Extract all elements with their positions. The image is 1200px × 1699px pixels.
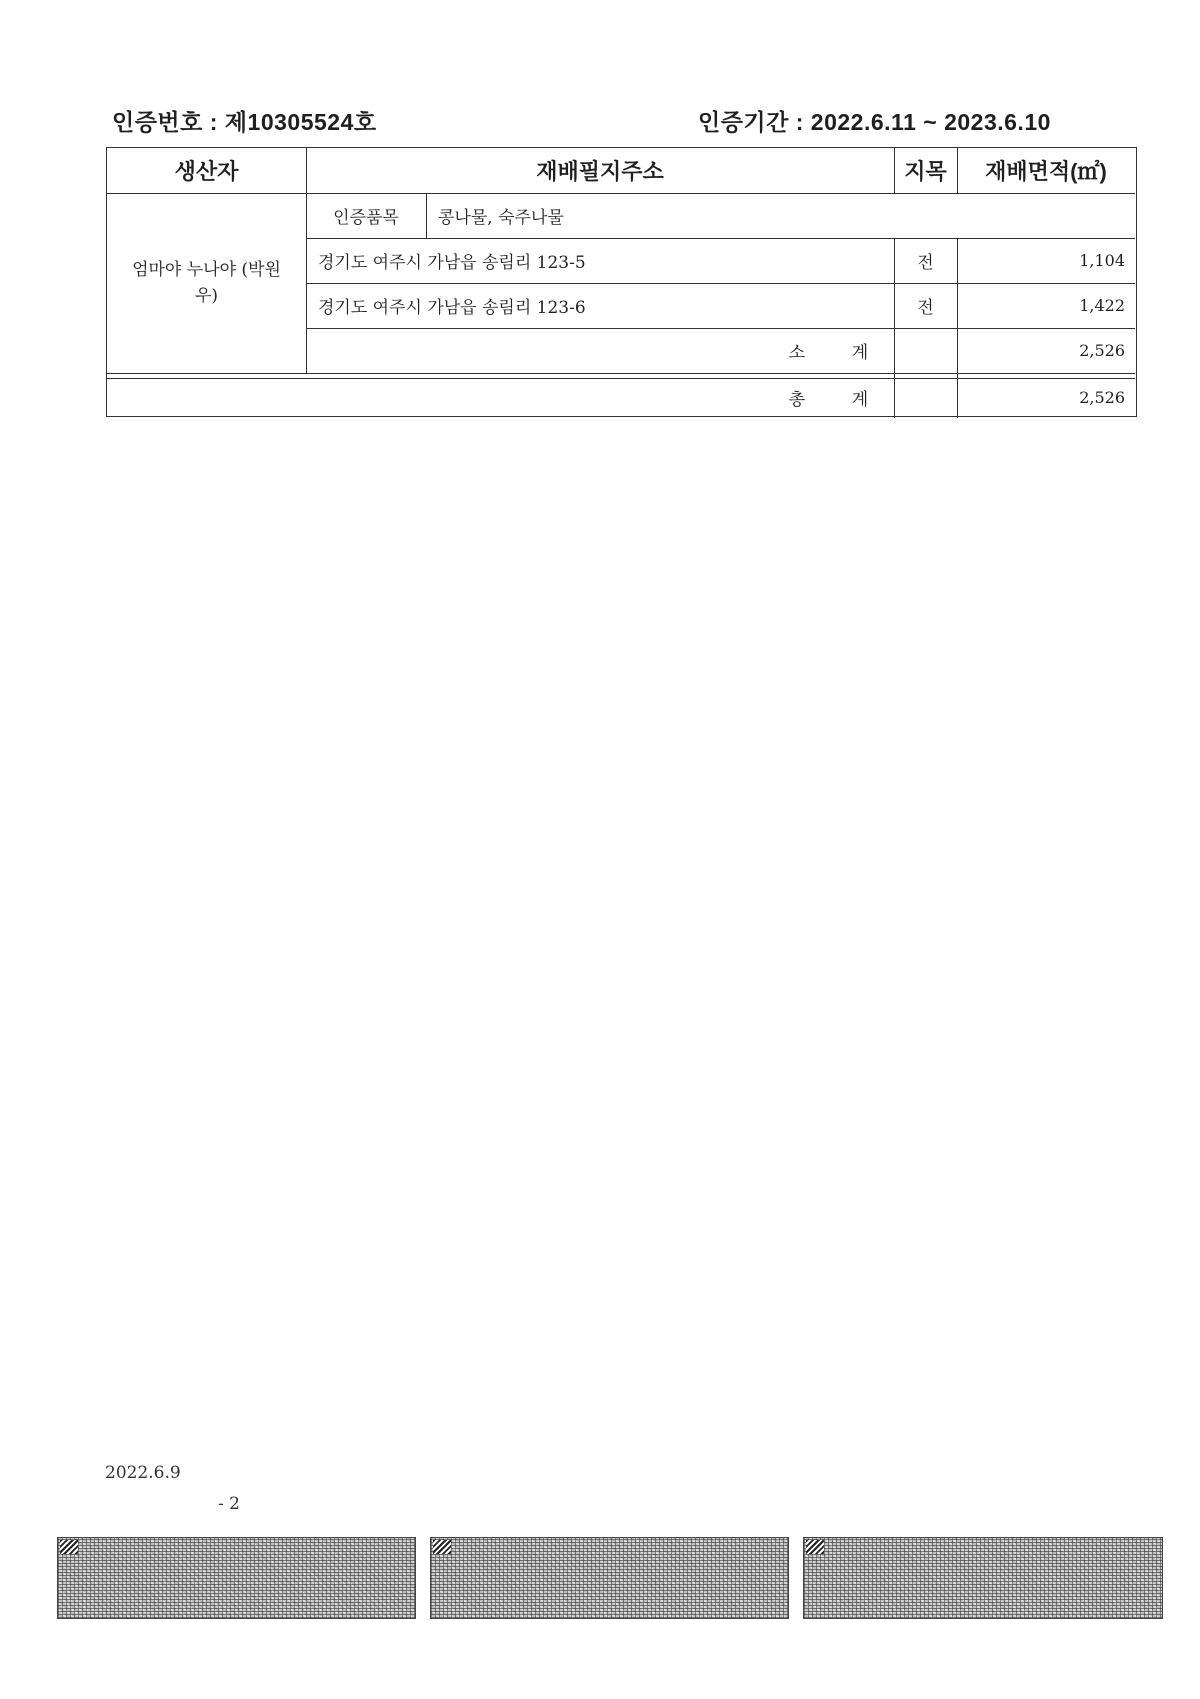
table-row-address: 경기도 여주시 가남읍 송림리 123-5 xyxy=(318,253,586,273)
cert-period: 인증기간 : 2022.6.11 ~ 2023.6.10 xyxy=(698,109,1051,135)
subtotal-value: 2,526 xyxy=(1079,341,1125,360)
subtotal-label-1: 소 xyxy=(788,343,806,363)
cert-item-value: 콩나물, 숙주나물 xyxy=(438,208,564,228)
total-label-2: 계 xyxy=(851,389,869,410)
table-row-area: 1,104 xyxy=(1079,251,1125,270)
security-code-strip xyxy=(430,1537,789,1619)
cert-number: 인증번호 : 제10305524호 xyxy=(112,109,377,135)
total-value: 2,526 xyxy=(1079,387,1125,407)
hatch-mark-icon xyxy=(60,1540,78,1554)
table-row-land-type: 전 xyxy=(917,253,934,273)
cert-item-label: 인증품목 xyxy=(333,208,399,228)
security-code-strip xyxy=(57,1537,416,1619)
cultivation-table xyxy=(106,147,1137,417)
hatch-mark-icon xyxy=(806,1540,824,1554)
column-header-land-type: 지목 xyxy=(904,159,947,184)
column-header-address: 재배필지주소 xyxy=(536,159,664,184)
producer-name-cont: 우) xyxy=(194,286,219,306)
column-header-producer: 생산자 xyxy=(174,159,239,184)
column-header-area: 재배면적(㎡) xyxy=(985,159,1107,184)
producer-cell xyxy=(107,193,306,373)
hatch-mark-icon xyxy=(433,1540,451,1554)
table-row-address: 경기도 여주시 가남읍 송림리 123-6 xyxy=(318,298,586,318)
subtotal-label-2: 계 xyxy=(851,343,869,363)
issue-date: 2022.6.9 xyxy=(105,1463,181,1483)
table-row-area: 1,422 xyxy=(1079,296,1125,315)
producer-name: 엄마야 누나야 (박원 xyxy=(132,260,281,280)
page-number: - 2 xyxy=(218,1494,240,1514)
table-row-land-type: 전 xyxy=(917,298,934,318)
security-code-strip xyxy=(803,1537,1163,1619)
total-label-1: 총 xyxy=(788,389,806,410)
